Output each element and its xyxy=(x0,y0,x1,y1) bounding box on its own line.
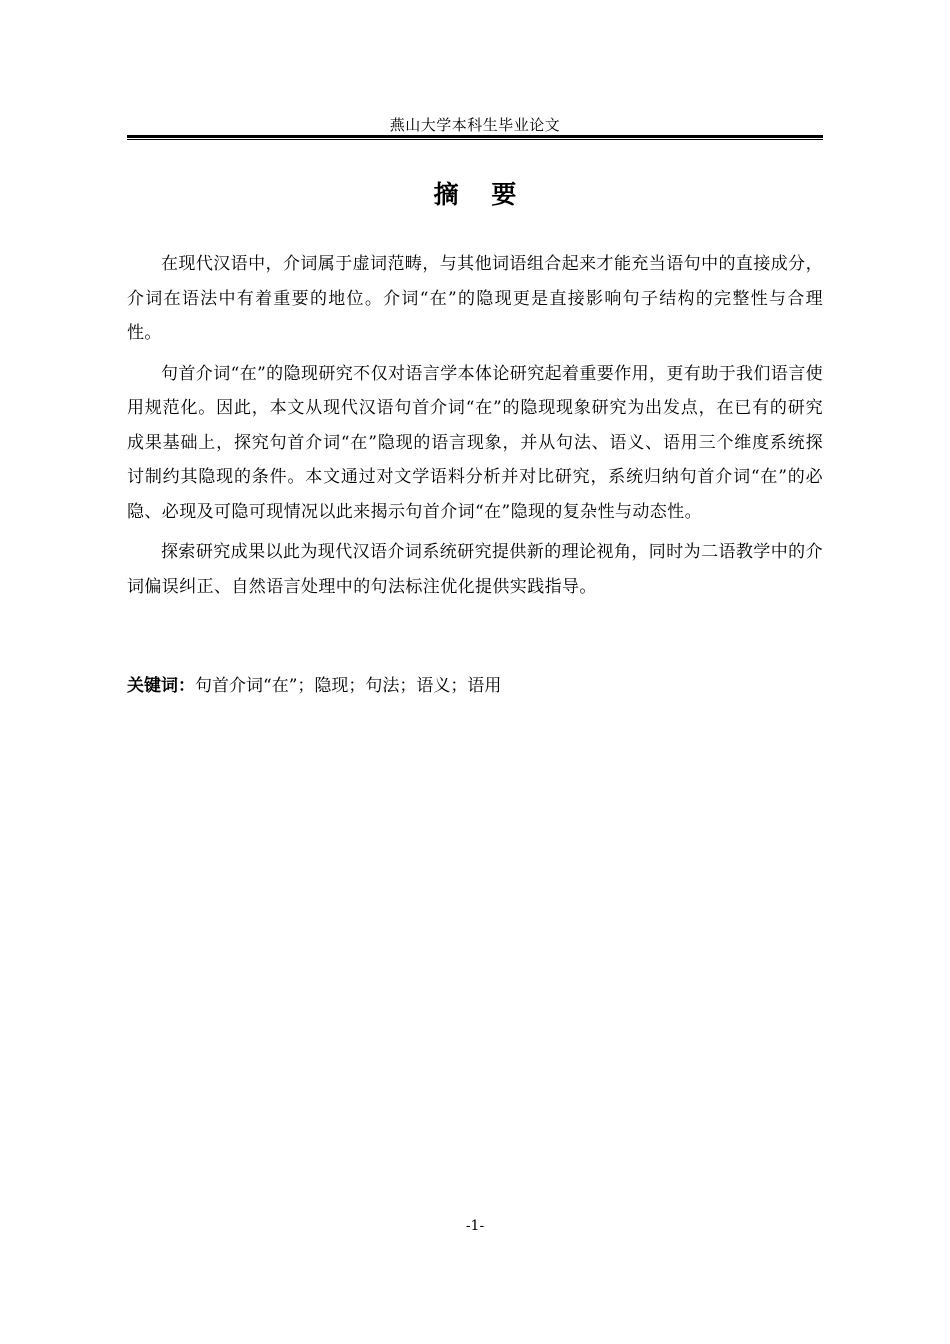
abstract-paragraph-3: 探索研究成果以此为现代汉语介词系统研究提供新的理论视角，同时为二语教学中的介词偏误纠正、自然语言处理中的句法标注优化提供实践指导。 xyxy=(127,542,823,597)
header-title: 燕山大学本科生毕业论文 xyxy=(389,116,561,134)
abstract-body xyxy=(127,247,823,610)
header-rule-thick xyxy=(127,135,823,138)
header-rule-thin xyxy=(127,139,823,140)
keywords-label: 关键词： xyxy=(127,676,195,696)
keywords xyxy=(127,669,823,703)
abstract-paragraph-1: 在现代汉语中，介词属于虚词范畴，与其他词语组合起来才能充当语句中的直接成分，介词在语法中有着重要的地位。介词“在”的隐现更是直接影响句子结构的完整性与合理性。 xyxy=(127,254,823,343)
page-number: -1- xyxy=(465,1218,485,1234)
abstract-title: 摘 要 xyxy=(433,180,529,209)
page-header xyxy=(127,110,823,140)
keywords-value: 句首介词“在”；隐现；句法；语义；语用 xyxy=(195,676,502,696)
abstract-paragraph-2: 句首介词“在”的隐现研究不仅对语言学本体论研究起着重要作用，更有助于我们语言使用规范化。因此，本文从现代汉语句首介词“在”的隐现现象研究为出发点，在已有的研究成果基础上，探究句首介词“在”隐现的语言现象，并从句法、语义、语用三个维度系统探讨制约其隐现的条件。本文通过对文学语料分析并对比研究，系统归纳句首介词“在”的必隐、必现及可隐可现情况以此来揭示句首介词“在”隐现的复杂性与动态性。 xyxy=(127,363,823,522)
